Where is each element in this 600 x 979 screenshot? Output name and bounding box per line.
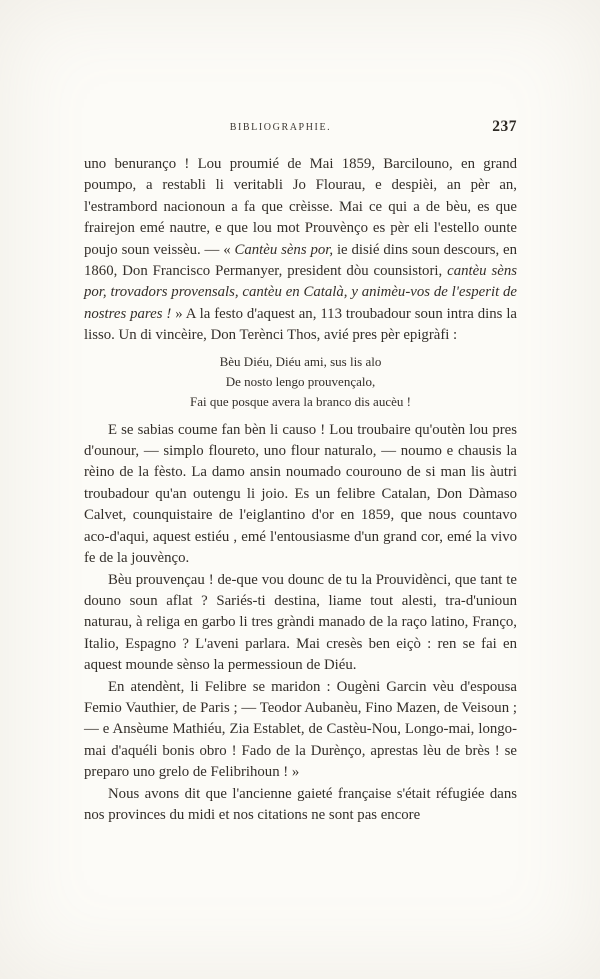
- paragraph-1: [84, 154, 517, 347]
- page-header: [84, 118, 517, 142]
- page-number: 237: [492, 118, 517, 135]
- paragraph-1-quote-italic: Cantèu sèns por,: [234, 241, 334, 258]
- page-body: [84, 154, 517, 826]
- paragraph-2: E se sabias coume fan bèn li causo ! Lou troubaire qu'outèn lou pres d'ounour, — simplo floureto, uno flour naturalo, — noumo e chausis la rèino de la fèsto. La damo ansin noumado courouno de si man lis àutri troubadour qu'an outengu li joio. Es un felibre Catalan, Don Dàmaso Calvet, counquistaire de l'eiglantino d'or en 1859, que nous countavo aco-d'aqui, aquest estiéu , emé l'entousiasme d'un grand cor, emé la vivo fe de la jouvènço.: [84, 421, 517, 567]
- verse-line: De nosto lengo prouvençalo,: [225, 373, 376, 389]
- paragraph-1-text: uno benuranço ! Lou proumié de Mai 1859, Barcilouno, en grand poumpo, a restabli li veritabli Jo Flourau, e despièi, an pèr an, l'estrambord nacionoun a fa que crèisse. Mai ce qui a de bèu, es que frairejon emé nautre, e que lou mot Prouvènço es pèr eli l'estello ounte poujo soun veissèu. — «: [84, 156, 517, 258]
- text-block: [84, 118, 518, 826]
- paragraph-1-text: » A la festo d'aquest an, 113 troubadour soun intra dins la lisso. Un di vincèire, Don Terènci Thos, avié pres pèr epigràfi :: [84, 305, 517, 344]
- paragraph-1-text: ie disié dins soun descours, en 1860, Don Francisco Permanyer, president dòu counsistori,: [84, 241, 517, 280]
- paragraph-1-quote-italic: cantèu sèns por, trovadors provensals, cantèu en Català, y animèu-vos de l'esperit de nostres pares !: [84, 263, 518, 322]
- verse-line: Fai que posque avera la branco dis aucèu !: [190, 393, 411, 409]
- verse-block: [84, 352, 517, 412]
- paragraph-4: En atendènt, li Felibre se maridon : Ougèni Garcin vèu d'espousa Femio Vauthier, de Paris ; — Teodor Aubanèu, Fino Mazen, de Veisoun ; — e Ansèume Mathiéu, Zia Establet, de Castèu-Nou, Longo-mai, longo-mai d'aquéli bonis obro ! Fado de la Durènço, aprestas lèu de brès ! se preparo uno grelo de Felibrihoun ! »: [84, 678, 517, 781]
- paragraph-5: Nous avons dit que l'ancienne gaieté française s'était réfugiée dans nos provinces du midi et nos citations ne sont pas encore: [84, 785, 517, 823]
- verse-line: Bèu Diéu, Diéu ami, sus lis alo: [219, 353, 382, 369]
- paragraph-3: Bèu prouvençau ! de-que vou dounc de tu la Prouvidènci, que tant te douno soun aflat ? Sariés-ti destina, liame tout alesti, tra-d'unioun naturau, à religa en garbo li tres gràndi manado de la raço latino, Franço, Italio, Espagno ? L'aveni parlara. Mai cresès ben eiçò : ren se fai en aquest mounde sènso la permessioun de Diéu.: [84, 571, 517, 674]
- running-title: BIBLIOGRAPHIE.: [229, 122, 332, 133]
